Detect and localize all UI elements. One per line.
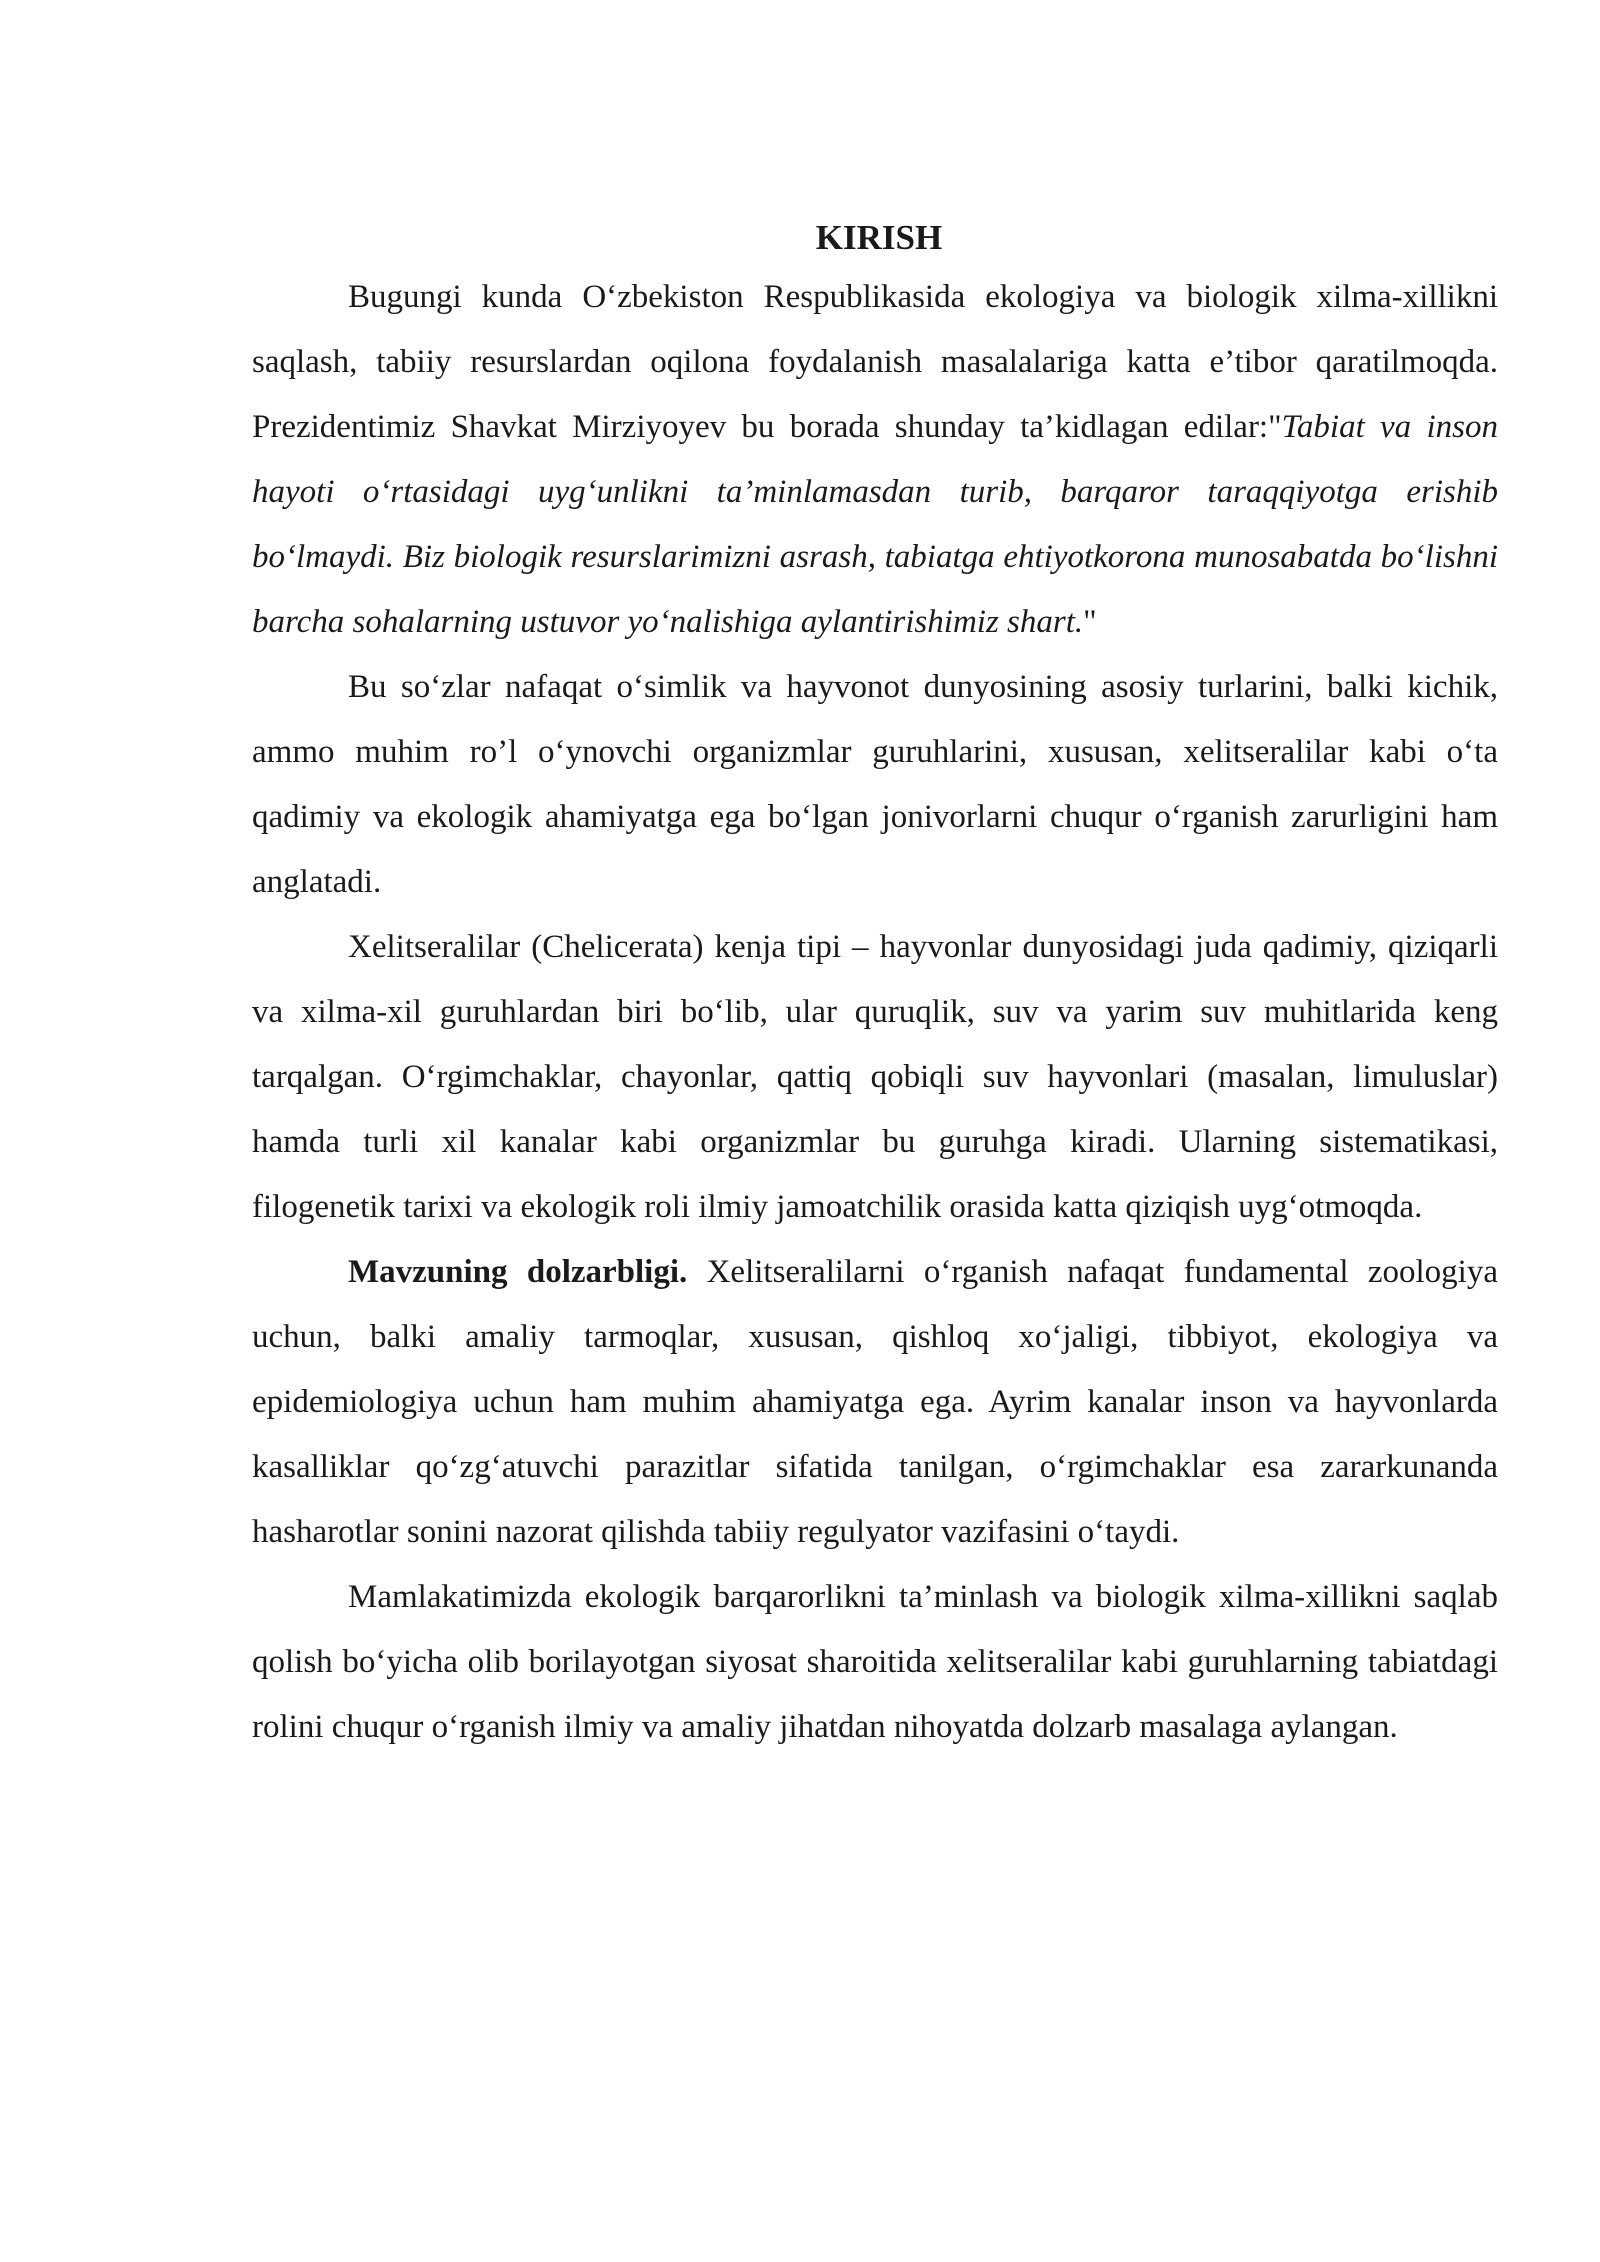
document-page bbox=[252, 210, 1498, 1760]
president-quote: Tabiat va inson hayoti o‘rtasidagi uyg‘unlikni ta’minlamasdan turib, barqaror taraqqiyotga erishib bo‘lmaydi. Biz biologik resurslarimizni asrash, tabiatga ehtiyotkorona munosabatda bo‘lishni barcha sohalarning ustuvor yo‘nalishiga aylantirishimiz shart. bbox=[252, 409, 1498, 640]
relevance-heading: Mavzuning dolzarbligi. bbox=[348, 1254, 688, 1290]
paragraph-relevance bbox=[252, 1240, 1498, 1565]
paragraph-conclusion: Mamlakatimizda ekologik barqarorlikni ta’minlash va biologik xilma-xillikni saqlab qolish bo‘yicha olib borilayotgan siyosat sharoitida xelitseralilar kabi guruhlarning tabiatdagi rolini chuqur o‘rganish ilmiy va amaliy jihatdan nihoyatda dolzarb masalaga aylangan. bbox=[252, 1579, 1498, 1745]
relevance-body: Xelitseralilarni o‘rganish nafaqat fundamental zoologiya uchun, balki amaliy tarmoqlar, xususan, qishloq xo‘jaligi, tibbiyot, ekologiya va epidemiologiya uchun ham muhim ahamiyatga ega. Ayrim kanalar inson va hayvonlarda kasalliklar qo‘zg‘atuvchi parazitlar sifatida tanilgan, o‘rgimchaklar esa zararkunanda hasharotlar sonini nazorat qilishda tabiiy regulyator vazifasini o‘taydi. bbox=[252, 1254, 1498, 1550]
paragraph-chelicerata: Xelitseralilar (Chelicerata) kenja tipi – hayvonlar dunyosidagi juda qadimiy, qiziqarli va xilma-xil guruhlardan biri bo‘lib, ular quruqlik, suv va yarim suv muhitlarida keng tarqalgan. O‘rgimchaklar, chayonlar, qattiq qobiqli suv hayvonlari (masalan, limuluslar) hamda turli xil kanalar kabi organizmlar bu guruhga kiradi. Ularning sistematikasi, filogenetik tarixi va ekologik roli ilmiy jamoatchilik orasida katta qiziqish uyg‘otmoqda. bbox=[252, 929, 1498, 1225]
intro-lead-text: Bugungi kunda O‘zbekiston Respublikasida ekologiya va biologik xilma-xillikni saqlash, tabiiy resurslardan oqilona foydalanish masalalariga katta e’tibor qaratilmoqda. Prezidentimiz Shavkat Mirziyoyev bu borada shunday ta’kidlagan edilar:" bbox=[252, 279, 1498, 445]
quote-closing-mark: " bbox=[1083, 604, 1097, 640]
paragraph-intro bbox=[252, 265, 1498, 655]
paragraph-significance: Bu so‘zlar nafaqat o‘simlik va hayvonot dunyosining asosiy turlarini, balki kichik, ammo muhim ro’l o‘ynovchi organizmlar guruhlarini, xususan, xelitseralilar kabi o‘ta qadimiy va ekologik ahamiyatga ega bo‘lgan jonivorlarni chuqur o‘rganish zarurligini ham anglatadi. bbox=[252, 669, 1498, 900]
page-title: KIRISH bbox=[815, 218, 943, 257]
